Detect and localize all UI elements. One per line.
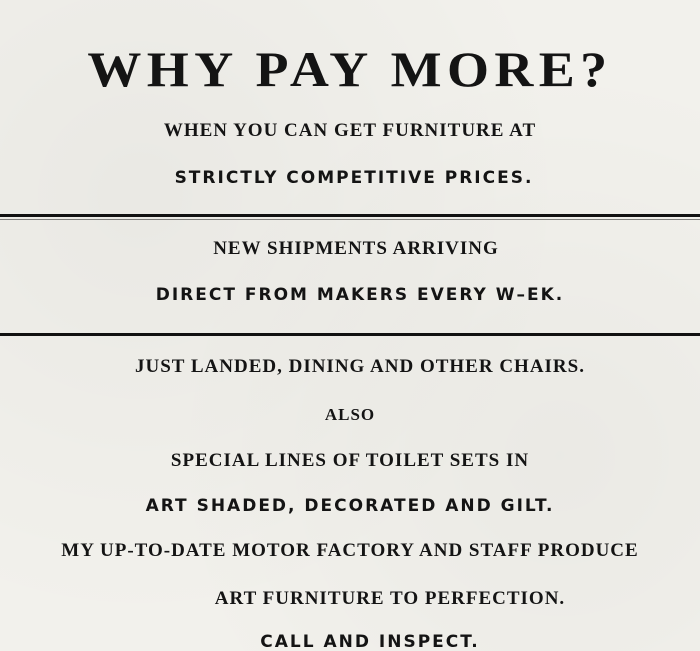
shipments-line-1: NEW SHIPMENTS ARRIVING xyxy=(213,238,499,259)
shipments-line-2: DIRECT FROM MAKERS EVERY W–EK. xyxy=(155,285,565,305)
chairs-line: JUST LANDED, DINING AND OTHER CHAIRS. xyxy=(135,356,585,377)
art-shaded-line: ART SHADED, DECORATED AND GILT. xyxy=(145,496,555,516)
also-line: ALSO xyxy=(324,405,376,424)
subheading-line-1: WHEN YOU CAN GET FURNITURE AT xyxy=(163,120,537,141)
art-furniture-line: ART FURNITURE TO PERFECTION. xyxy=(214,588,566,609)
motor-factory-line: MY UP-TO-DATE MOTOR FACTORY AND STAFF PRODUCE xyxy=(61,540,639,561)
headline: WHY PAY MORE? xyxy=(87,41,613,97)
divider-rule-1 xyxy=(0,214,700,217)
divider-rule-2 xyxy=(0,333,700,336)
divider-rule-1-thin xyxy=(0,219,700,220)
subheading-line-2: STRICTLY COMPETITIVE PRICES. xyxy=(174,168,534,188)
toilet-sets-line: SPECIAL LINES OF TOILET SETS IN xyxy=(170,450,530,471)
call-inspect-line: CALL AND INSPECT. xyxy=(260,632,480,651)
